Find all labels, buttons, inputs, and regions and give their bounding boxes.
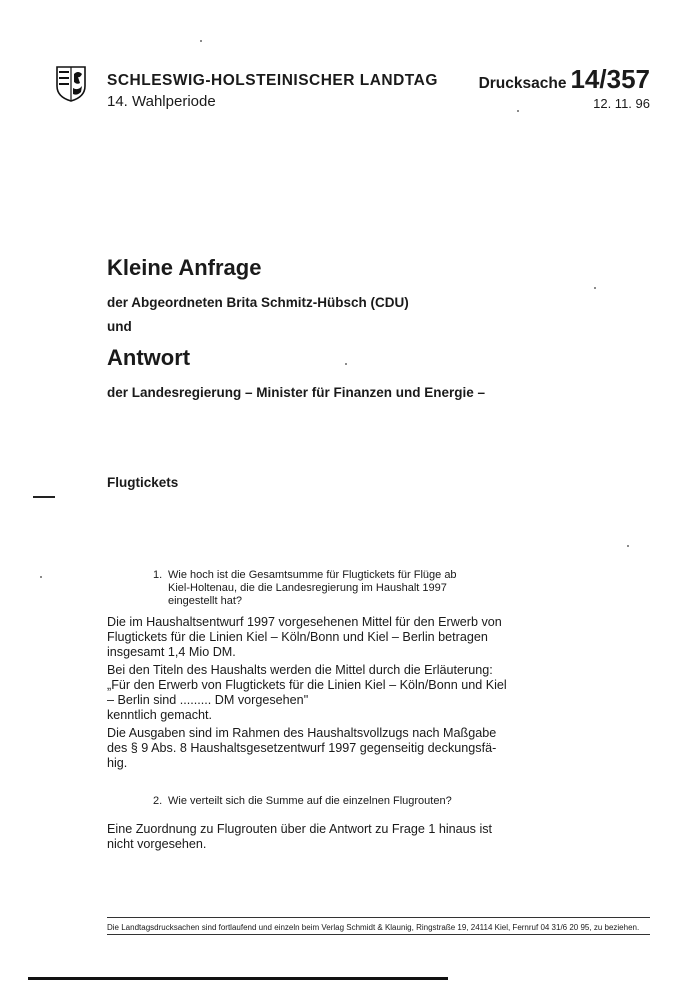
document-number (479, 64, 650, 95)
answer-1-paragraph-1 (107, 615, 587, 660)
text-line: „Für den Erwerb von Flugtickets für die Linien Kiel – Köln/Bonn und Kiel (107, 678, 507, 692)
footer-note: Die Landtagsdrucksachen sind fortlaufend und einzeln beim Verlag Schmidt & Klaunig, Ringstraße 19, 24114 Kiel, Fernruf 04 31/6 20 95, zu beziehen. (107, 923, 640, 932)
answer-2-paragraph-1 (107, 822, 587, 852)
text-line: Bei den Titeln des Haushalts werden die Mittel durch die Erläuterung: (107, 663, 493, 677)
document-number-value: 14/357 (570, 64, 650, 94)
scan-speck (200, 40, 202, 42)
conjunction: und (107, 319, 132, 334)
question-text: Wie hoch ist die Gesamtsumme für Flugtickets für Flüge ab Kiel-Holtenau, die die Landesregierung im Haushalt 1997 eingestellt hat? (168, 569, 457, 607)
electoral-period: 14. Wahlperiode (107, 93, 216, 110)
text-line: Eine Zuordnung zu Flugrouten über die Antwort zu Frage 1 hinaus ist (107, 822, 493, 836)
footer-rule (107, 934, 650, 935)
answer-heading: Antwort (107, 345, 191, 370)
text-line: Die Ausgaben sind im Rahmen des Haushaltsvollzugs nach Maßgabe (107, 726, 497, 740)
margin-dash (33, 496, 55, 498)
text-line: kenntlich gemacht. (107, 708, 213, 722)
topic-title: Flugtickets (107, 475, 179, 490)
text-line: Flugtickets für die Linien Kiel – Köln/Bonn und Kiel – Berlin betragen (107, 630, 488, 644)
document-date: 12. 11. 96 (593, 96, 650, 111)
text-line: – Berlin sind ......... DM vorgesehen" (107, 693, 309, 707)
scan-speck (517, 110, 519, 112)
inquiry-heading: Kleine Anfrage (107, 255, 262, 280)
question-text: Wie verteilt sich die Summe auf die einzelnen Flugrouten? (168, 795, 452, 807)
coat-of-arms-icon (56, 66, 86, 102)
footer-rule (107, 917, 650, 918)
text-line: Die im Haushaltsentwurf 1997 vorgesehenen Mittel für den Erwerb von (107, 615, 502, 629)
text-line: des § 9 Abs. 8 Haushaltsgesetzentwurf 1997 gegenseitig deckungsfä- (107, 741, 497, 755)
answer-1-paragraph-2 (107, 663, 587, 723)
answer-1-paragraph-3 (107, 726, 587, 771)
question-1 (153, 569, 478, 608)
parliament-name: SCHLESWIG-HOLSTEINISCHER LANDTAG (107, 72, 438, 89)
text-line: insgesamt 1,4 Mio DM. (107, 645, 236, 659)
scan-speck (40, 576, 42, 578)
text-line: hig. (107, 756, 128, 770)
answer-author: der Landesregierung – Minister für Finanzen und Energie – (107, 385, 486, 400)
inquiry-author: der Abgeordneten Brita Schmitz-Hübsch (CDU) (107, 295, 409, 310)
scan-speck (345, 363, 347, 365)
question-2 (153, 795, 553, 808)
document-label: Drucksache (478, 75, 567, 92)
scan-speck (594, 287, 596, 289)
scan-speck (627, 545, 629, 547)
text-line: nicht vorgesehen. (107, 837, 207, 851)
question-number: 1. (153, 569, 163, 581)
question-number: 2. (153, 795, 163, 807)
scan-edge-line (28, 977, 448, 980)
